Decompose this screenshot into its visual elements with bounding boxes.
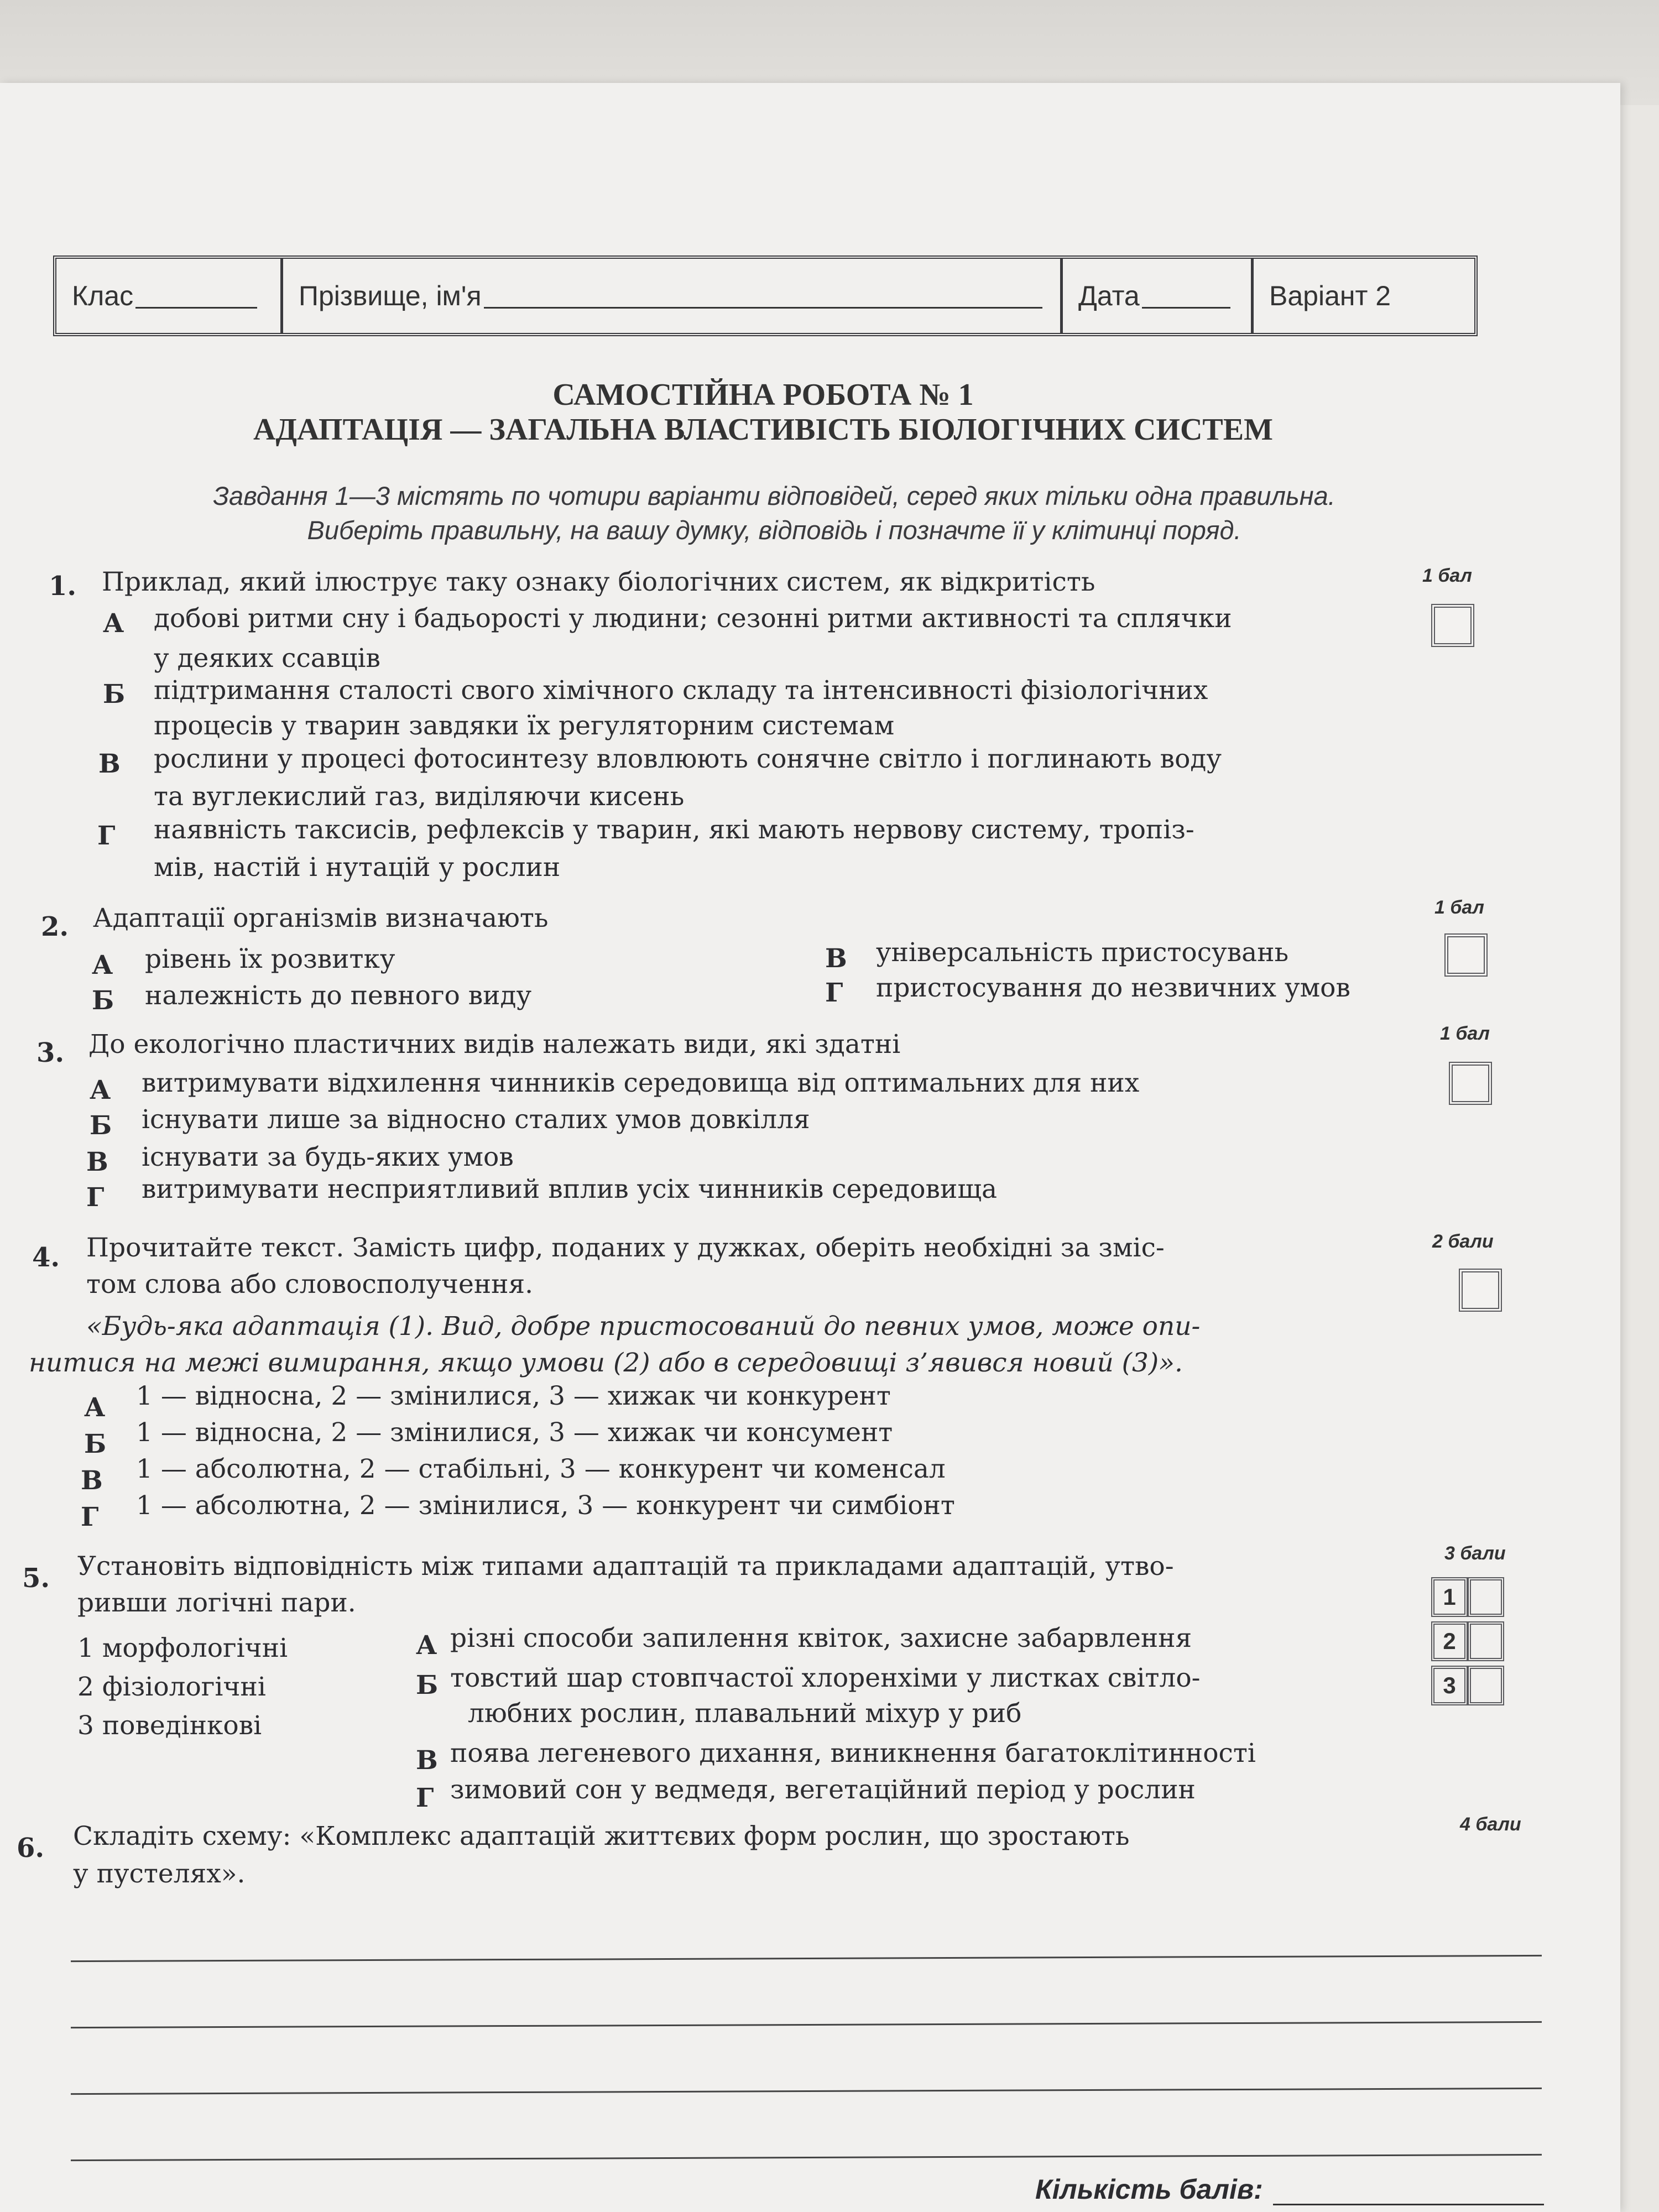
q2-number: 2. <box>41 911 69 942</box>
q5-grid-row-3 <box>1431 1666 1504 1705</box>
q6-number: 6. <box>17 1833 45 1864</box>
q5-number: 5. <box>22 1563 50 1594</box>
q5-example-b-letter: Б <box>416 1670 439 1700</box>
header-table <box>53 255 1478 336</box>
variant-label: Варіант 2 <box>1269 280 1391 311</box>
q1-option-g-line-2: мів, настій і нутацій у рослин <box>154 852 561 883</box>
q1-text: Приклад, який ілюструє таку ознаку біологічних систем, як відкритість <box>102 567 1095 597</box>
q3-option-b-letter: Б <box>90 1110 112 1141</box>
q4-option-b-letter: Б <box>84 1429 107 1459</box>
q3-option-v-letter: В <box>86 1147 108 1177</box>
q2-option-g-letter: Г <box>825 978 843 1008</box>
q3-option-v-text: існувати за будь-яких умов <box>142 1142 514 1172</box>
q5-example-a-text: різні способи запилення квіток, захисне забарвлення <box>450 1623 1192 1653</box>
q5-example-v-text: поява легеневого дихання, виникнення багатоклітинності <box>450 1738 1256 1768</box>
q4-line-2: том слова або словосполучення. <box>86 1269 534 1300</box>
q2-points: 1 бал <box>1434 897 1484 918</box>
q3-answer-box[interactable] <box>1449 1062 1492 1105</box>
q2-answer-box[interactable] <box>1444 933 1488 977</box>
q2-option-a-text: рівень їх розвитку <box>145 944 395 974</box>
q1-option-v-line-2: та вуглекислий газ, виділяючи кисень <box>154 781 685 812</box>
q1-answer-box[interactable] <box>1431 604 1474 647</box>
q4-quote-line-2: нитися на межі вимирання, якщо умови (2) або в середовищі з’явився новий (3)». <box>29 1348 1183 1378</box>
q5-grid-answer-1[interactable] <box>1468 1577 1504 1617</box>
q4-answer-box[interactable] <box>1459 1269 1502 1312</box>
date-cell[interactable] <box>1063 259 1254 333</box>
q1-points: 1 бал <box>1422 565 1472 586</box>
q5-grid-num-1: 1 <box>1431 1577 1468 1617</box>
q5-grid-num-2: 2 <box>1431 1621 1468 1661</box>
q4-option-v-letter: В <box>81 1465 103 1496</box>
score-label: Кількість балів: <box>1035 2174 1263 2205</box>
q1-option-b-line-1: підтримання сталості свого хімічного складу та інтенсивності фізіологічних <box>154 675 1208 706</box>
q4-option-a-text: 1 — відносна, 2 — змінилися, 3 — хижак чи конкурент <box>136 1381 891 1411</box>
q5-points: 3 бали <box>1444 1543 1506 1564</box>
q5-type-3: 3 поведінкові <box>77 1710 262 1741</box>
q5-grid-answer-2[interactable] <box>1468 1621 1504 1661</box>
q2-text: Адаптації організмів визначають <box>93 903 549 933</box>
q5-grid-row-2 <box>1431 1621 1504 1661</box>
name-label: Прізвище, ім'я <box>299 280 482 311</box>
q2-option-a-letter: А <box>92 950 113 980</box>
q4-option-b-text: 1 — відносна, 2 — змінилися, 3 — хижак чи консумент <box>136 1417 893 1448</box>
q5-example-a-letter: А <box>416 1630 437 1661</box>
q5-type-2: 2 фізіологічні <box>77 1672 266 1702</box>
q5-example-v-letter: В <box>416 1745 438 1776</box>
q1-option-v-line-1: рослини у процесі фотосинтезу вловлюють сонячне світло і поглинають воду <box>154 744 1222 774</box>
q4-option-a-letter: А <box>84 1392 106 1423</box>
q2-option-v-letter: В <box>825 943 847 974</box>
name-blank[interactable] <box>484 283 1042 309</box>
q6-line-2: у пустелях». <box>73 1859 246 1889</box>
q5-line-1: Установіть відповідність між типами адаптацій та прикладами адаптацій, утво- <box>77 1551 1174 1582</box>
q1-option-g-letter: Г <box>97 821 116 851</box>
q5-grid-num-3: 3 <box>1431 1666 1468 1705</box>
q4-option-g-letter: Г <box>81 1502 99 1532</box>
class-label: Клас <box>72 280 134 311</box>
q1-option-a-line-2: у деяких ссавців <box>154 643 380 674</box>
score-row <box>1035 2173 1544 2205</box>
q2-option-g-text: пристосування до незвичних умов <box>876 973 1350 1003</box>
instruction-line-2: Виберіть правильну, на вашу думку, відповідь і позначте її у клітинці поряд. <box>307 515 1241 545</box>
page-subtitle: АДАПТАЦІЯ — ЗАГАЛЬНА ВЛАСТИВІСТЬ БІОЛОГІЧНИХ СИСТЕМ <box>253 413 1273 447</box>
q3-option-b-text: існувати лише за відносно сталих умов довкілля <box>142 1104 810 1135</box>
q5-grid-row-1 <box>1431 1577 1504 1617</box>
q5-answer-grid <box>1431 1577 1504 1710</box>
q5-example-g-text: зимовий сон у ведмедя, вегетаційний період у рослин <box>450 1775 1196 1805</box>
q1-option-g-line-1: наявність таксисів, рефлексів у тварин, які мають нервову систему, тропіз- <box>154 815 1194 845</box>
q2-option-v-text: універсальність пристосувань <box>876 937 1289 968</box>
q6-points: 4 бали <box>1460 1814 1521 1835</box>
q5-example-g-letter: Г <box>416 1783 434 1813</box>
q1-option-v-letter: В <box>98 749 121 779</box>
class-cell[interactable] <box>56 259 283 333</box>
q1-option-a-letter: А <box>103 608 124 639</box>
class-blank[interactable] <box>135 283 257 309</box>
q1-option-b-letter: Б <box>103 679 126 709</box>
q4-option-g-text: 1 — абсолютна, 2 — змінилися, 3 — конкурент чи симбіонт <box>136 1490 955 1521</box>
q4-line-1: Прочитайте текст. Замість цифр, поданих у дужках, оберіть необхідні за зміс- <box>86 1233 1165 1263</box>
q5-example-b-line-2: любних рослин, плавальний міхур у риб <box>468 1698 1022 1729</box>
q3-text: До екологічно пластичних видів належать види, які здатні <box>88 1029 901 1060</box>
q3-option-g-text: витримувати несприятливий вплив усіх чинників середовища <box>142 1174 998 1204</box>
q3-number: 3. <box>36 1037 65 1068</box>
q6-line-1: Складіть схему: «Комплекс адаптацій життєвих форм рослин, що зростають <box>73 1821 1130 1851</box>
q4-number: 4. <box>32 1242 60 1273</box>
date-label: Дата <box>1078 280 1140 311</box>
instruction-line-1: Завдання 1—3 містять по чотири варіанти відповідей, серед яких тільки одна правильна. <box>213 481 1335 510</box>
q2-option-b-text: належність до певного виду <box>145 980 532 1011</box>
q5-line-2: ривши логічні пари. <box>77 1588 356 1618</box>
q1-option-a-line-1: добові ритми сну і бадьорості у людини; сезонні ритми активності та сплячки <box>154 603 1232 634</box>
q4-points: 2 бали <box>1432 1231 1494 1252</box>
q3-option-a-letter: А <box>90 1075 111 1105</box>
name-cell[interactable] <box>283 259 1063 333</box>
q4-quote-line-1: «Будь-яка адаптація (1). Вид, добре пристосований до певних умов, може опи- <box>86 1311 1201 1342</box>
q5-grid-answer-3[interactable] <box>1468 1666 1504 1705</box>
q3-points: 1 бал <box>1440 1023 1490 1044</box>
score-blank[interactable] <box>1273 2183 1544 2205</box>
q2-option-b-letter: Б <box>92 985 114 1016</box>
q1-number: 1. <box>49 571 77 602</box>
q4-option-v-text: 1 — абсолютна, 2 — стабільні, 3 — конкурент чи коменсал <box>136 1454 946 1484</box>
q1-option-b-line-2: процесів у тварин завдяки їх регуляторним системам <box>154 711 895 741</box>
page-title: САМОСТІЙНА РОБОТА № 1 <box>552 378 974 412</box>
q5-type-1: 1 морфологічні <box>77 1633 288 1663</box>
q5-example-b-line-1: товстий шар стовпчастої хлоренхіми у листках світло- <box>450 1663 1201 1693</box>
q3-option-g-letter: Г <box>86 1182 105 1213</box>
q3-option-a-text: витримувати відхилення чинників середовища від оптимальних для них <box>142 1068 1140 1098</box>
variant-cell <box>1254 259 1474 333</box>
date-blank[interactable] <box>1142 283 1230 309</box>
